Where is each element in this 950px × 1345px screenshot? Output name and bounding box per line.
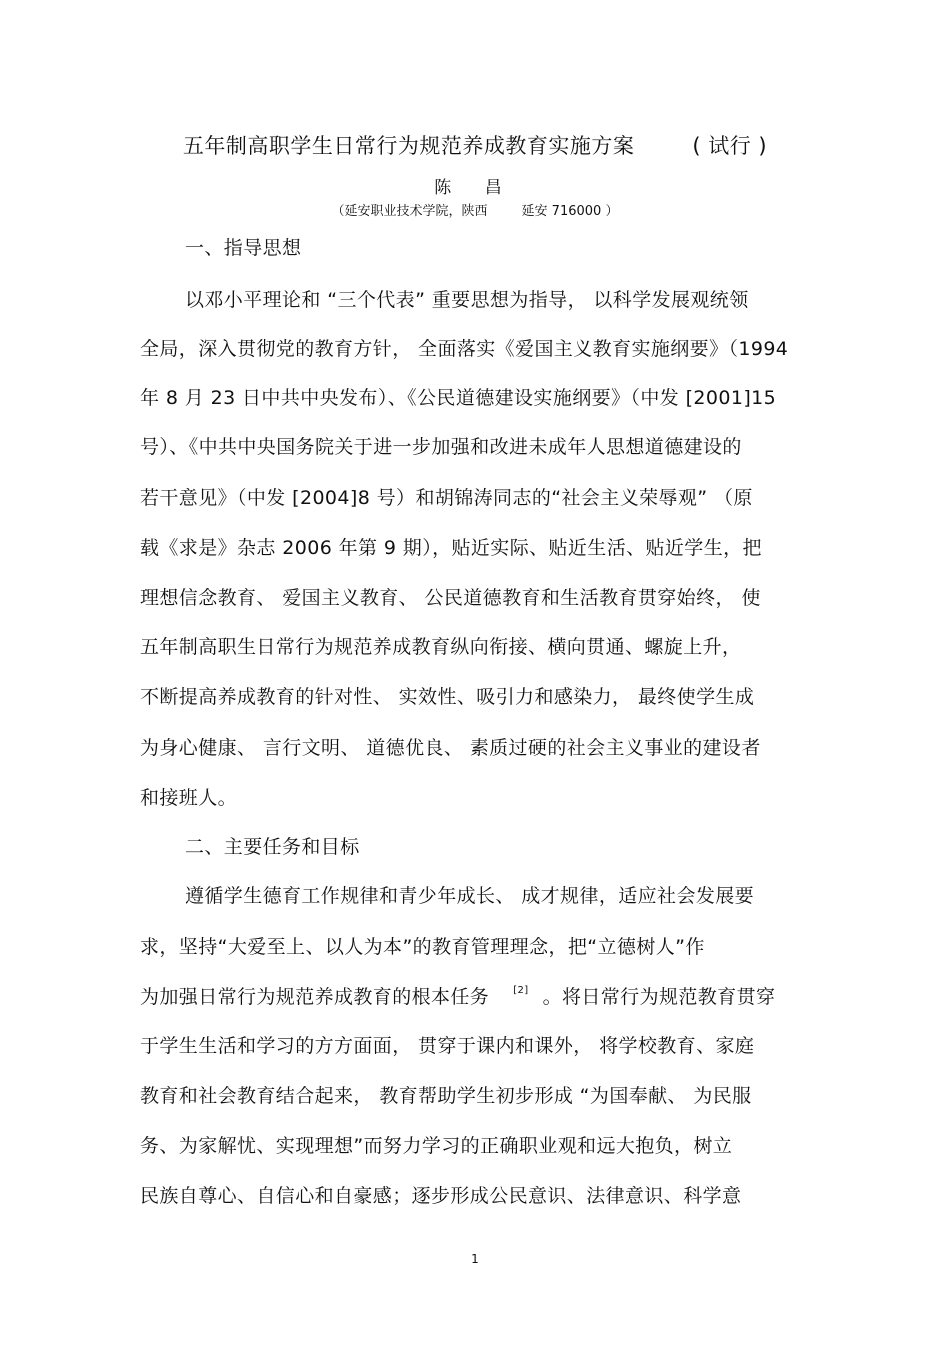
paragraph-line: 以邓小平理论和 “三个代表” 重要思想为指导， 以科学发展观统领 [185,289,749,311]
paragraph-line: 遵循学生德育工作规律和青少年成长、 成才规律，适应社会发展要 [185,885,755,907]
paragraph-line: 载《求是》杂志 2006 年第 9 期），贴近实际、贴近生活、贴近学生，把 [140,537,762,559]
paragraph-line: 教育和社会教育结合起来， 教育帮助学生初步形成 “为国奉献、 为民服 [140,1085,752,1107]
line-text-before-ref: 为加强日常行为规范养成教育的根本任务 [140,986,490,1008]
section-heading-guiding-thought: 一、指导思想 [185,237,302,259]
paragraph-line [140,982,830,1009]
paragraph-line: 求，坚持“大爱至上、以人为本”的教育管理理念，把“立德树人”作 [140,936,705,958]
paragraph-line: 理想信念教育、 爱国主义教育、 公民道德教育和生活教育贯穿始终， 使 [140,587,761,609]
paragraph-line: 为身心健康、 言行文明、 道德优良、 素质过硬的社会主义事业的建设者 [140,737,761,759]
paragraph-line: 和接班人。 [140,787,238,809]
paragraph-line: 不断提高养成教育的针对性、 实效性、吸引力和感染力， 最终使学生成 [140,686,755,708]
affiliation-right: 延安 716000 ） [521,204,619,219]
line-text-after-ref: 。将日常行为规范教育贯穿 [542,986,776,1008]
paragraph-line: 号）、《中共中央国务院关于进一步加强和改进未成年人思想道德建设的 [140,436,742,458]
author-affiliation [0,200,950,219]
title-suffix: ( 试行 ) [692,134,768,158]
citation-ref: [2] [513,985,529,996]
affiliation-left: （延安职业技术学院，陕西 [331,204,488,219]
author-name: 陈 昌 [434,178,516,198]
paragraph-line: 年 8 月 23 日中共中央发布）、《公民道德建设实施纲要》（中发 [2001]15 [140,387,777,409]
paragraph-line: 全局，深入贯彻党的教育方针， 全面落实《爱国主义教育实施纲要》（1994 [140,338,789,360]
paragraph-line: 若干意见》（中发 [2004]8 号）和胡锦涛同志的“社会主义荣辱观” （原 [140,487,753,509]
paragraph-line: 务、为家解忧、实现理想”而努力学习的正确职业观和远大抱负，树立 [140,1135,733,1157]
page-number: 1 [471,1252,479,1266]
paragraph-line: 民族自尊心、自信心和自豪感；逐步形成公民意识、法律意识、科学意 [140,1185,742,1207]
title-main: 五年制高职学生日常行为规范养成教育实施方案 [182,134,635,158]
section-heading-tasks-and-goals: 二、主要任务和目标 [185,836,360,858]
document-title [0,130,950,160]
paragraph-line: 五年制高职生日常行为规范养成教育纵向衔接、横向贯通、螺旋上升， [140,636,742,658]
paragraph-line: 于学生生活和学习的方方面面， 贯穿于课内和课外， 将学校教育、家庭 [140,1035,755,1057]
